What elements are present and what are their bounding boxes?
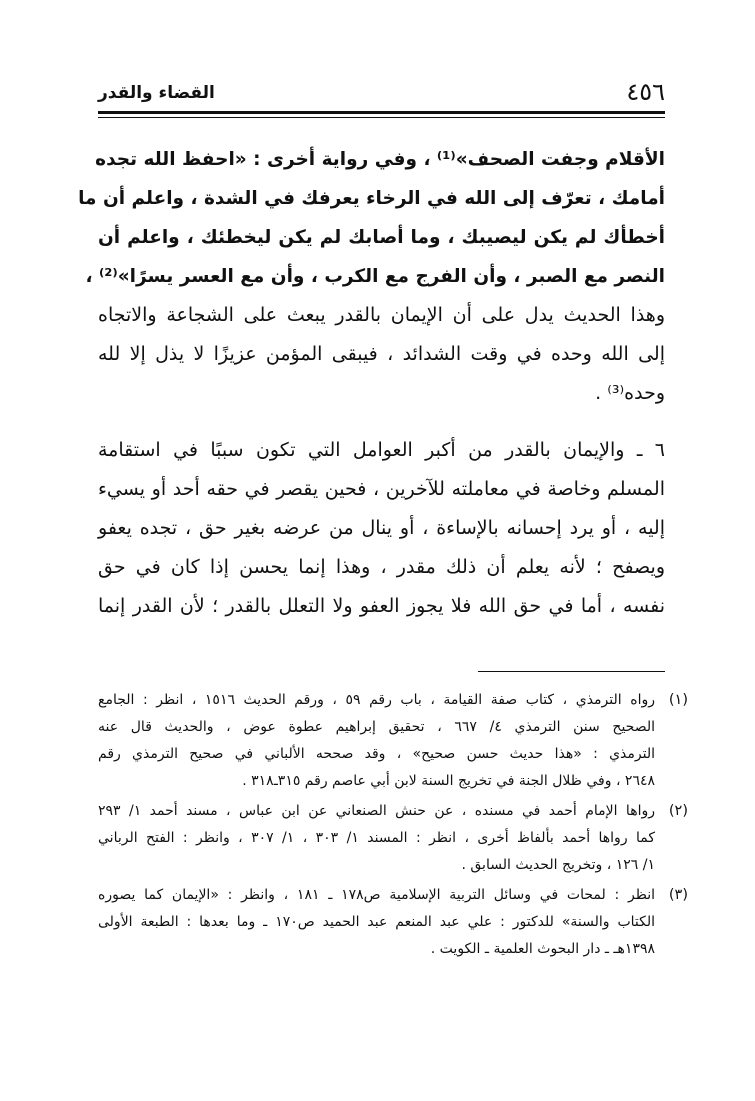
text-line: نفسه ، أما في حق الله فلا يجوز العفو ولا التعلل بالقدر ؛ لأن القدر إنما xyxy=(98,595,665,617)
text-line: إلى الله وحده في وقت الشدائد ، فيبقى المؤمن عزيزًا لا يذل إلا لله xyxy=(98,343,665,365)
text-line: إليه ، أو يرد إحسانه بالإساءة ، أو ينال من عرضه بغير حق ، تجده يعفو xyxy=(98,517,665,539)
text-line: أخطأك لم يكن ليصيبك ، وما أصابك لم يكن ليخطئك ، واعلم أن xyxy=(98,227,665,248)
footnote-line: ١٣٩٨هـ ـ دار البحوث العلمية ـ الكويت . xyxy=(430,941,655,957)
footnote-3 xyxy=(98,882,688,963)
footnote-number: (٢) xyxy=(668,803,688,819)
footnote-line: ٢٦٤٨ ، وفي ظلال الجنة في تخريج السنة لابن أبي عاصم رقم ٣١٥ـ٣١٨ . xyxy=(242,773,655,789)
footnote-line: الترمذي : «هذا حديث حسن صحيح» ، وقد صححه الألباني في صحيح الترمذي رقم xyxy=(98,746,655,762)
text-line: النصر مع الصبر ، وأن الفرج مع الكرب ، وأن مع العسر يسرًا»⁽²⁾ ، xyxy=(85,266,665,287)
running-title: القضاء والقدر xyxy=(98,83,215,103)
footnote-1 xyxy=(98,687,688,795)
page-number: ٤٥٦ xyxy=(626,78,665,106)
footnote-line: رواه الترمذي ، كتاب صفة القيامة ، باب رقم ٥٩ ، ورقم الحديث ١٥١٦ ، انظر : الجامع xyxy=(98,692,655,708)
paragraph-gap xyxy=(98,413,665,431)
page-header xyxy=(98,78,665,108)
text-line: ٦ ـ والإيمان بالقدر من أكبر العوامل التي تكون سببًا في استقامة xyxy=(98,439,665,461)
text-line: المسلم وخاصة في معاملته للآخرين ، فحين يقصر في حقه أحد أو يسيء xyxy=(98,478,665,500)
text-line: وحده⁽³⁾ . xyxy=(595,382,665,404)
text-line: ويصفح ؛ لأنه يعلم أن ذلك مقدر ، وهذا إنما يحسن إذا كان في حق xyxy=(98,556,665,578)
footnote-line: ١/ ١٢٦ ، وتخريج الحديث السابق . xyxy=(461,857,655,873)
text-line: وهذا الحديث يدل على أن الإيمان بالقدر يبعث على الشجاعة والاتجاه xyxy=(98,304,665,326)
footnote-divider xyxy=(478,671,665,672)
header-rule-thin xyxy=(98,117,665,118)
footnote-2 xyxy=(98,798,688,879)
footnote-number: (١) xyxy=(668,692,688,708)
header-rule-thick xyxy=(98,111,665,114)
text-line: الأقلام وجفت الصحف»⁽¹⁾ ، وفي رواية أخرى : «احفظ الله تجده xyxy=(95,149,665,170)
footnote-number: (٣) xyxy=(668,887,688,903)
main-text xyxy=(78,140,665,626)
footnote-line: كما رواها أحمد بألفاظ أخرى ، انظر : المسند ١/ ٣٠٣ ، ١/ ٣٠٧ ، وانظر : الفتح الرباني xyxy=(98,830,656,846)
footnotes xyxy=(98,687,688,966)
footnote-line: الصحيح سنن الترمذي ٤/ ٦٦٧ ، تحقيق إبراهيم عطوة عوض ، والحديث قال عنه xyxy=(98,719,656,735)
footnote-line: الكتاب والسنة» للدكتور : علي عبد المنعم عبد الحميد ص١٧٠ ـ وما بعدها : الطبعة الأولى xyxy=(98,914,656,930)
text-line: أمامك ، تعرّف إلى الله في الرخاء يعرفك في الشدة ، واعلم أن ما xyxy=(78,188,665,209)
footnote-line: انظر : لمحات في وسائل التربية الإسلامية ص١٧٨ ـ ١٨١ ، وانظر : «الإيمان كما يصوره xyxy=(98,887,655,903)
footnote-line: رواها الإمام أحمد في مسنده ، عن حنش الصنعاني عن ابن عباس ، مسند أحمد ١/ ٢٩٣ xyxy=(98,803,655,819)
